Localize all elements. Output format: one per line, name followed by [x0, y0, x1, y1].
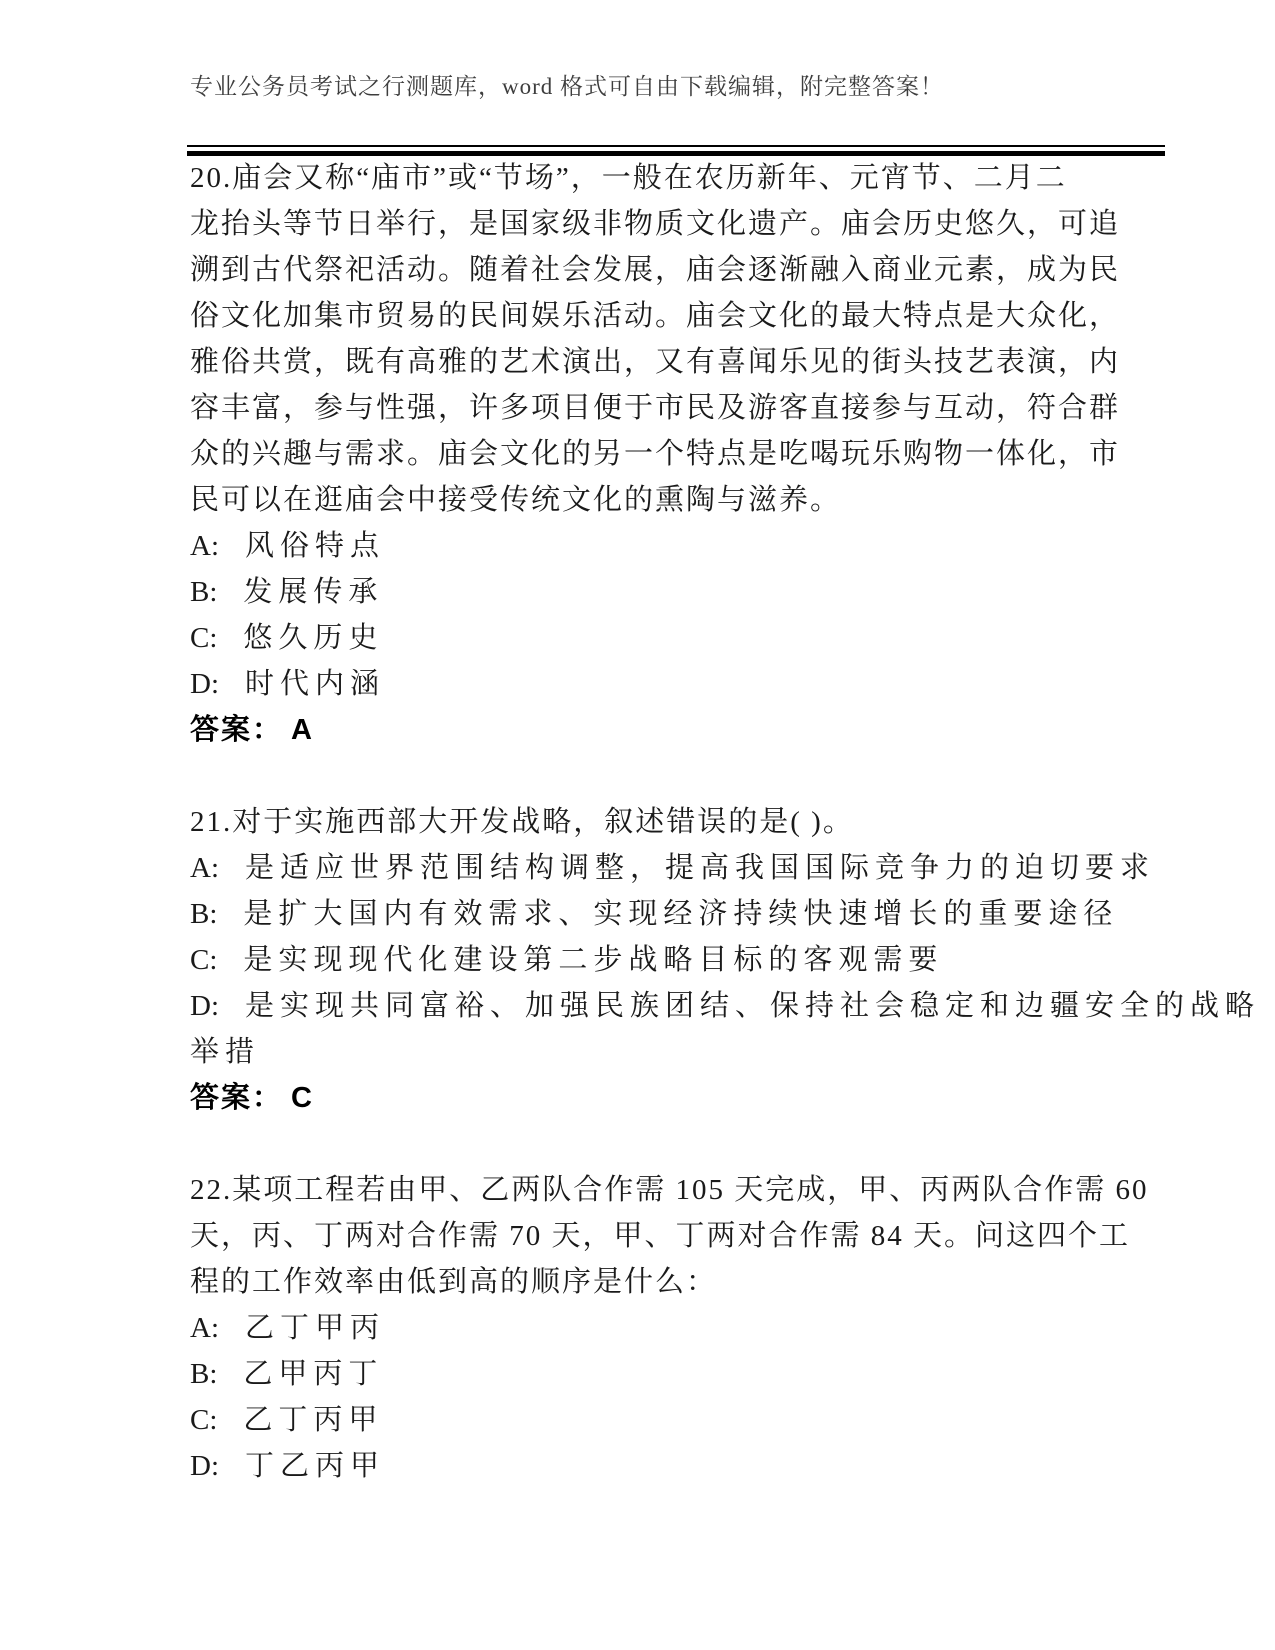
option-row-b [190, 891, 1130, 937]
question-text-line: 21.对于实施西部大开发战略，叙述错误的是( )。 [190, 806, 854, 838]
option-label: D: [190, 990, 219, 1022]
question-text-line: 容丰富，参与性强，许多项目便于市民及游客直接参与互动，符合群 [190, 392, 1121, 424]
option-text: 是实现现代化建设第二步战略目标的客观需要 [243, 944, 944, 976]
option-row-c [190, 615, 1130, 661]
question-20 [190, 155, 1130, 753]
question-21 [190, 799, 1261, 1121]
option-label: A: [190, 1312, 219, 1344]
answer-row [190, 707, 1130, 753]
option-row-b [190, 1351, 1130, 1397]
document-content [190, 155, 1261, 1489]
option-row-c [190, 937, 1130, 983]
option-text: 乙甲丙丁 [243, 1358, 384, 1390]
answer-label: 答案： [190, 1082, 284, 1114]
option-row-b [190, 569, 1130, 615]
option-text: 是实现共同富裕、加强民族团结、保持社会稳定和边疆安全的战略 [245, 990, 1261, 1022]
option-row-d [190, 983, 1261, 1029]
option-text: 是扩大国内有效需求、实现经济持续快速增长的重要途径 [243, 898, 1119, 930]
question-text-line: 22.某项工程若由甲、乙两队合作需 105 天完成，甲、丙两队合作需 60 [190, 1174, 1149, 1206]
question-22 [190, 1167, 1149, 1489]
option-label: C: [190, 622, 218, 654]
question-text-line: 俗文化加集市贸易的民间娱乐活动。庙会文化的最大特点是大众化， [190, 300, 1121, 332]
option-label: A: [190, 852, 219, 884]
option-text: 举措 [190, 1036, 261, 1068]
question-text-line: 天，丙、丁两对合作需 70 天，甲、丁两对合作需 84 天。问这四个工 [190, 1220, 1131, 1252]
option-label: D: [190, 1450, 219, 1482]
question-text-line: 众的兴趣与需求。庙会文化的另一个特点是吃喝玩乐购物一体化，市 [190, 438, 1121, 470]
option-text: 风俗特点 [245, 530, 386, 562]
option-label: D: [190, 668, 219, 700]
option-label: C: [190, 1404, 218, 1436]
option-text: 丁乙丙甲 [245, 1450, 386, 1482]
option-row-c [190, 1397, 1130, 1443]
answer-row [190, 1075, 1130, 1121]
option-row-a [190, 523, 1130, 569]
question-text-line: 民可以在逛庙会中接受传统文化的熏陶与滋养。 [190, 484, 842, 516]
answer-value: A [291, 714, 314, 746]
question-text-line: 龙抬头等节日举行，是国家级非物质文化遗产。庙会历史悠久，可追 [190, 208, 1121, 240]
option-row-a [190, 1305, 1130, 1351]
option-text: 时代内涵 [245, 668, 386, 700]
option-row-d [190, 1443, 1130, 1489]
option-text: 乙丁甲丙 [245, 1312, 386, 1344]
option-text: 发展传承 [243, 576, 384, 608]
option-label: C: [190, 944, 218, 976]
option-label: B: [190, 1358, 218, 1390]
page-header [190, 70, 1170, 104]
answer-value: C [291, 1082, 314, 1114]
option-text: 是适应世界范围结构调整，提高我国国际竞争力的迫切要求 [245, 852, 1156, 884]
header-text: 专业公务员考试之行测题库，word 格式可自由下载编辑，附完整答案！ [190, 74, 945, 99]
question-text-line: 雅俗共赏，既有高雅的艺术演出，又有喜闻乐见的街头技艺表演，内 [190, 346, 1121, 378]
answer-label: 答案： [190, 714, 284, 746]
option-label: B: [190, 898, 218, 930]
option-text: 乙丁丙甲 [243, 1404, 384, 1436]
question-text-line: 20.庙会又称“庙市”或“节场”，一般在农历新年、元宵节、二月二 [190, 162, 1067, 194]
option-label: A: [190, 530, 219, 562]
question-text-line: 溯到古代祭祀活动。随着社会发展，庙会逐渐融入商业元素，成为民 [190, 254, 1121, 286]
question-text-line: 程的工作效率由低到高的顺序是什么： [190, 1266, 718, 1298]
option-label: B: [190, 576, 218, 608]
option-d-wrap-line [190, 1029, 1130, 1075]
option-text: 悠久历史 [243, 622, 384, 654]
option-row-d [190, 661, 1130, 707]
option-row-a [190, 845, 1156, 891]
